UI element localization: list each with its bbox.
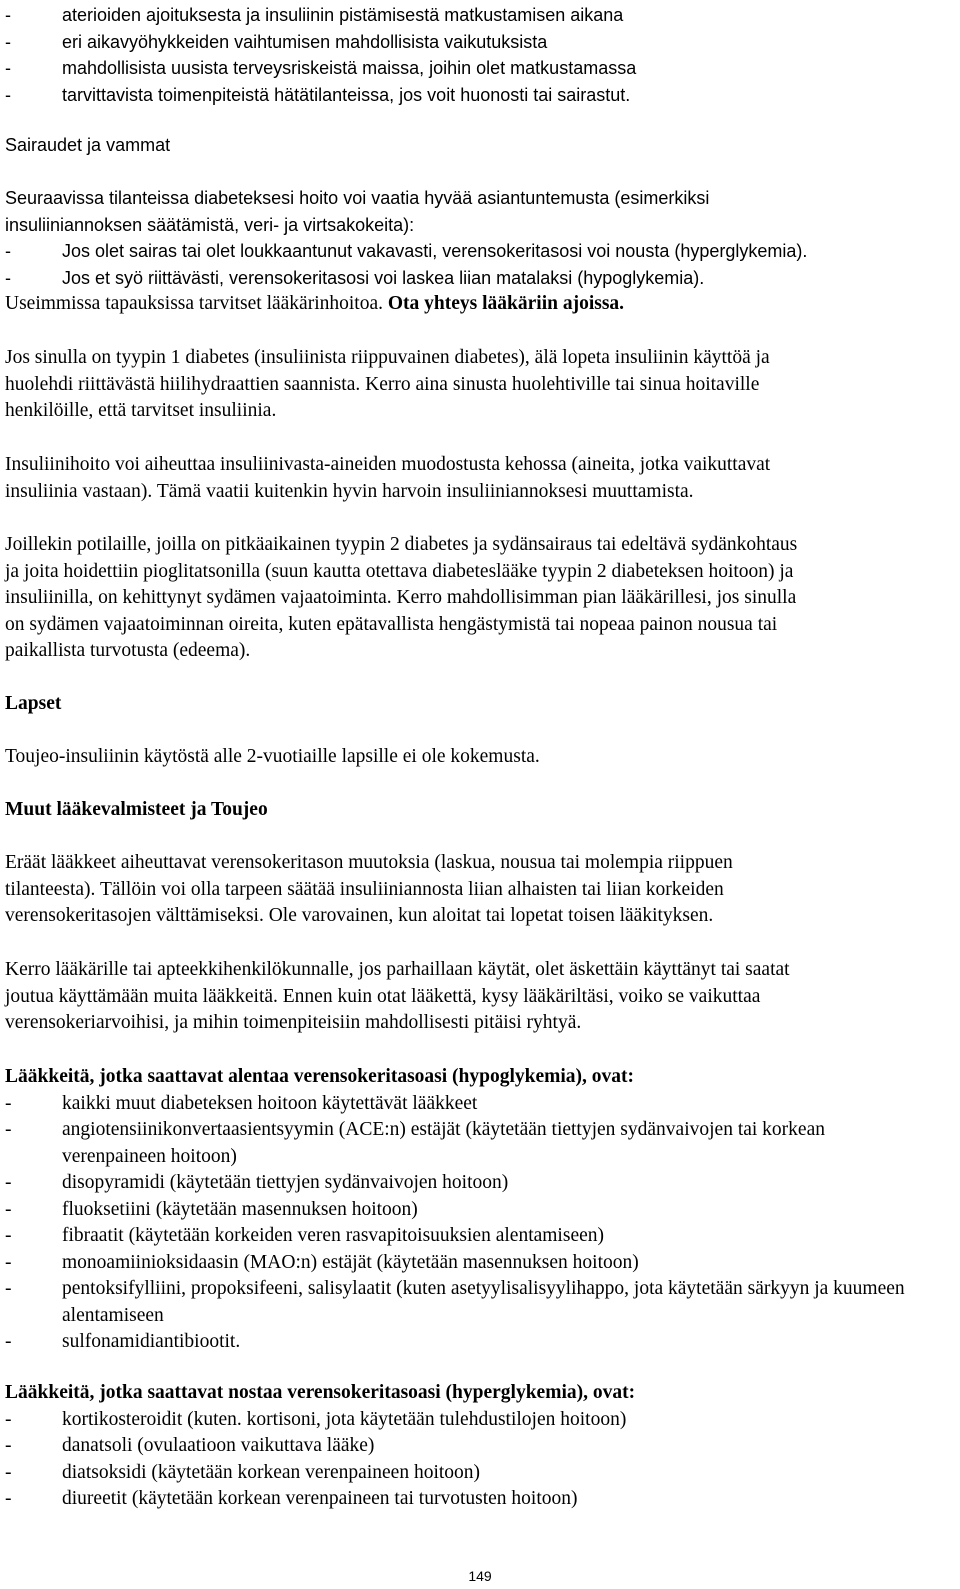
list-item: - kaikki muut diabeteksen hoitoon käytettävät lääkkeet [5,1092,478,1114]
list-item: - aterioiden ajoituksesta ja insuliinin pistämisestä matkustamisen aikana [5,5,624,25]
list-item: - Jos olet sairas tai olet loukkaantunut vakavasti, verensokeritasosi voi nousta (hyperglykemia). [5,241,808,261]
other-meds-heading: Muut lääkevalmisteet ja Toujeo [5,799,268,820]
hyperglycemia-section [5,1380,955,1513]
list-item: - monoamiinioksidaasin (MAO:n) estäjät (käytetään masennuksen hoitoon) [5,1251,639,1273]
children-heading: Lapset [5,693,62,714]
list-item: - danatsoli (ovulaatioon vaikuttava lääke) [5,1435,375,1456]
list-item: - pentoksifylliini, propoksifeeni, salisylaatit (kuten asetyylisalisyylihappo, jota käytetään särkyyn ja kuumeen alentamiseen [5,1278,905,1326]
illness-heading: Sairaudet ja vammat [5,135,171,155]
list-item: - sulfonamidiantibiootit. [5,1331,241,1352]
illness-intro-line: Seuraavissa tilanteissa diabeteksesi hoito voi vaatia hyvää asiantuntemusta (esimerkiksi [5,188,710,208]
hypoglycemia-heading: Lääkkeitä, jotka saattavat alentaa verensokeritasoasi (hypoglykemia), ovat: [5,1066,635,1087]
list-item: - Jos et syö riittävästi, verensokeritasosi voi laskea liian matalaksi (hypoglykemia). [5,267,705,288]
list-item: - angiotensiinikonvertaasientsyymin (ACE:n) estäjät (käytetään tiettyjen sydänvaivojen tai korkean verenpaineen hoitoon) [5,1119,825,1167]
list-item: - diatsoksidi (käytetään korkean verenpaineen hoitoon) [5,1461,481,1483]
list-item: - eri aikavyöhykkeiden vaihtumisen mahdollisista vaikutuksista [5,31,548,52]
other-meds-paragraph: Eräät lääkkeet aiheuttavat verensokeritason muutoksia (laskua, nousua tai molempia riippuen tilanteesta). Tällöin voi olla tarpeen säätää insuliiniannosta liian alhaisten tai liian korkeiden verensokeritasojen välttämiseksi. Ole varovainen, kun aloitat tai lopetat toisen lääkityksen. [5,852,733,926]
other-meds-paragraph: Kerro lääkärille tai apteekkihenkilökunnalle, jos parhaillaan käytät, olet äskettäin käyttänyt tai saatat joutua käyttämään muita lääkkeitä. Ennen kuin otat lääkettä, kysy lääkäriltäsi, voiko se vaikuttaa verensokeriarvoihisi, ja mihin toimenpiteisiin mahdollisesti pitäisi ryhtyä. [5,959,790,1033]
list-item: - diureetit (käytetään korkean verenpaineen tai turvotusten hoitoon) [5,1488,578,1509]
illness-intro-line: insuliiniannoksen säätämistä, veri- ja virtsakokeita): [5,214,415,235]
heart-paragraph: Joillekin potilaille, joilla on pitkäaikainen tyypin 2 diabetes ja sydänsairaus tai edeltävä sydänkohtaus ja joita hoidettiin pioglitatsonilla (suun kautta otettava diabeteslääke tyypin 2 diabeteksen hoitoon) ja insuliinilla, on kehittynyt sydämen vajaatoiminta. Kerro mahdollisimman pian lääkärillesi, jos sinulla on sydämen vajaatoiminnan oireita, kuten epätavallista hengästymistä tai nopeaa painon nousua tai paikallista turvotusta (edeema). [5,534,798,661]
list-item: - fibraatit (käytetään korkeiden veren rasvapitoisuuksien alentamiseen) [5,1225,604,1246]
travel-list [5,2,955,108]
page-number: 149 [468,1568,492,1584]
antibodies-paragraph: Insuliinihoito voi aiheuttaa insuliinivasta-aineiden muodostusta kehossa (aineita, jotka vaikuttavat insuliinia vastaan). Tämä vaatii kuitenkin hyvin harvoin insuliiniannoksesi muuttamista. [5,454,771,502]
children-text: Toujeo-insuliinin käytöstä alle 2-vuotiaille lapsille ei ole kokemusta. [5,746,540,767]
illness-section [5,185,955,318]
list-item: - disopyramidi (käytetään tiettyjen sydänvaivojen hoitoon) [5,1172,509,1193]
hypoglycemia-section [5,1064,955,1356]
hyperglycemia-heading: Lääkkeitä, jotka saattavat nostaa verensokeritasoasi (hyperglykemia), ovat: [5,1382,636,1403]
list-item: - mahdollisista uusista terveysriskeistä maissa, joihin olet matkustamassa [5,58,637,78]
contact-doctor-note: Ota yhteys lääkäriin ajoissa. [387,293,625,314]
list-item: - kortikosteroidit (kuten. kortisoni, jota käytetään tulehdustilojen hoitoon) [5,1408,627,1430]
type1-paragraph: Jos sinulla on tyypin 1 diabetes (insuliinista riippuvainen diabetes), älä lopeta insuliinin käyttöä ja huolehdi riittävästä hiilihydraattien saannista. Kerro aina sinusta huolehtiville tai sinua hoitaville henkilöille, että tarvitset insuliinia. [5,347,770,421]
illness-advice: Useimmissa tapauksissa tarvitset lääkärinhoitoa. Ota yhteys lääkäriin ajoissa. [5,293,625,314]
list-item: - fluoksetiini (käytetään masennuksen hoitoon) [5,1198,418,1220]
list-item: - tarvittavista toimenpiteistä hätätilanteissa, jos voit huonosti tai sairastut. [5,84,631,105]
